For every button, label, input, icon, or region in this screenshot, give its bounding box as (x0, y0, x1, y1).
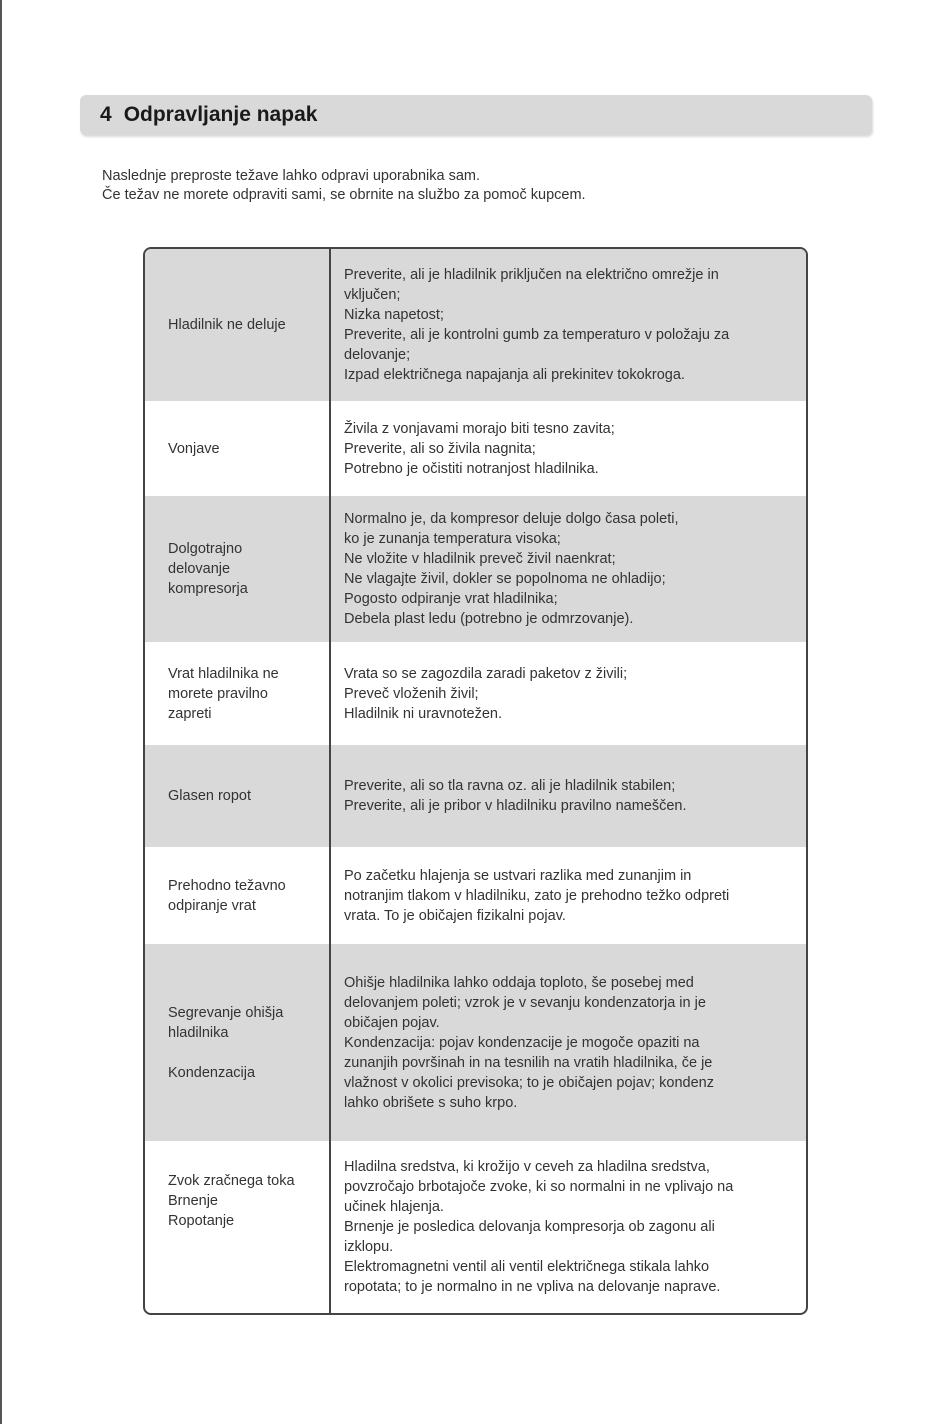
intro-line: Če težav ne morete odpraviti sami, se obrnite na službo za pomoč kupcem. (102, 187, 586, 203)
solution-line: delovanje; (344, 347, 411, 363)
section-title: Odpravljanje napak (123, 103, 318, 126)
table-row (145, 944, 806, 1141)
page-left-border (0, 0, 2, 1424)
solution-line: Izpad električnega napajanja ali prekinitev tokokroga. (344, 367, 685, 383)
table-row (145, 249, 806, 401)
solution-line: Elektromagnetni ventil ali ventil električnega stikala lahko (344, 1259, 710, 1275)
solution-line: Preverite, ali so tla ravna oz. ali je hladilnik stabilen; (344, 778, 676, 794)
problem-text: Glasen ropot (168, 788, 252, 804)
solution-cell (331, 642, 806, 745)
solution-line: delovanjem poleti; vzrok je v sevanju kondenzatorja in je (344, 994, 706, 1011)
problem-text: Hladilnik ne deluje (168, 317, 286, 333)
solution-line: Preverite, ali so živila nagnita; (344, 440, 536, 457)
solution-line: Kondenzacija: pojav kondenzacije je mogoče opaziti na (344, 1034, 700, 1051)
table-row (145, 401, 806, 496)
solution-cell (331, 401, 806, 496)
intro-line: Naslednje preproste težave lahko odpravi uporabnika sam. (102, 168, 481, 184)
solution-line: Po začetku hlajenja se ustvari razlika med zunanjim in (344, 867, 692, 884)
solution-line: ropotata; to je normalno in ne vpliva na delovanje naprave. (344, 1279, 721, 1295)
problem-text: Dolgotrajno delovanje kompresorja (168, 541, 248, 597)
solution-line: Nizka napetost; (344, 307, 444, 323)
problem-cell (145, 401, 331, 496)
solution-line: Preverite, ali je hladilnik priključen na električno omrežje in (344, 267, 719, 283)
solution-line: zunanjih površinah in na tesnilih na vratih hladilnika, če je (344, 1054, 713, 1071)
solution-line: Pogosto odpiranje vrat hladilnika; (344, 591, 558, 607)
solution-cell (331, 496, 806, 642)
table-row (145, 847, 806, 944)
problem-cell (145, 496, 331, 642)
problem-text: Vrat hladilnika ne morete pravilno zapreti (168, 665, 279, 722)
table-row (145, 745, 806, 847)
solution-line: Preveč vloženih živil; (344, 685, 479, 702)
solution-line: notranjim tlakom v hladilniku, zato je prehodno težko odpreti (344, 887, 730, 904)
problem-cell (145, 249, 331, 401)
solution-line: Preverite, ali je kontrolni gumb za temperaturo v položaju za (344, 327, 730, 343)
intro-text (102, 167, 862, 205)
problem-text: Prehodno težavno odpiranje vrat (168, 877, 286, 914)
problem-cell (145, 745, 331, 847)
solution-line: Normalno je, da kompresor deluje dolgo časa poleti, (344, 511, 679, 527)
solution-cell (331, 745, 806, 847)
solution-line: vrata. To je običajen fizikalni pojav. (344, 907, 566, 924)
solution-line: povzročajo brbotajoče zvoke, ki so normalni in ne vplivajo na (344, 1179, 734, 1195)
solution-line: Ne vlagajte živil, dokler se popolnoma ne ohladijo; (344, 571, 666, 587)
solution-line: učinek hlajenja. (344, 1199, 444, 1215)
problem-cell (145, 642, 331, 745)
problem-cell (145, 1141, 331, 1313)
solution-line: lahko obrišete s suho krpo. (344, 1094, 518, 1111)
solution-line: Potrebno je očistiti notranjost hladilnika. (344, 460, 599, 477)
solution-line: ko je zunanja temperatura visoka; (344, 531, 561, 547)
solution-line: Debela plast ledu (potrebno je odmrzovanje). (344, 611, 634, 627)
solution-line: Ne vložite v hladilnik preveč živil naenkrat; (344, 551, 616, 567)
section-number: 4 (100, 103, 112, 126)
section-heading (80, 95, 872, 135)
solution-line: Hladilnik ni uravnotežen. (344, 705, 502, 722)
problem-text: Vonjave (168, 440, 220, 457)
solution-cell (331, 847, 806, 944)
solution-line: Živila z vonjavami morajo biti tesno zavita; (344, 420, 615, 437)
solution-line: običajen pojav. (344, 1014, 440, 1031)
solution-line: vključen; (344, 287, 401, 303)
solution-line: vlažnost v okolici previsoka; to je običajen pojav; kondenz (344, 1074, 714, 1091)
solution-cell (331, 1141, 806, 1313)
table-row (145, 496, 806, 642)
problem-text: Segrevanje ohišja hladilnika Kondenzacija (168, 1004, 284, 1081)
solution-line: Preverite, ali je pribor v hladilniku pravilno nameščen. (344, 798, 687, 814)
solution-line: Vrata so se zagozdila zaradi paketov z živili; (344, 665, 628, 682)
troubleshooting-table (143, 247, 808, 1315)
table-row (145, 1141, 806, 1313)
solution-line: Hladilna sredstva, ki krožijo v ceveh za hladilna sredstva, (344, 1159, 710, 1175)
solution-cell (331, 944, 806, 1141)
solution-line: izklopu. (344, 1239, 394, 1255)
problem-cell (145, 847, 331, 944)
solution-line: Brnenje je posledica delovanja kompresorja ob zagonu ali (344, 1219, 715, 1235)
problem-cell (145, 944, 331, 1141)
solution-cell (331, 249, 806, 401)
problem-text: Zvok zračnega toka Brnenje Ropotanje (168, 1173, 295, 1229)
table-row (145, 642, 806, 745)
solution-line: Ohišje hladilnika lahko oddaja toploto, še posebej med (344, 974, 694, 991)
